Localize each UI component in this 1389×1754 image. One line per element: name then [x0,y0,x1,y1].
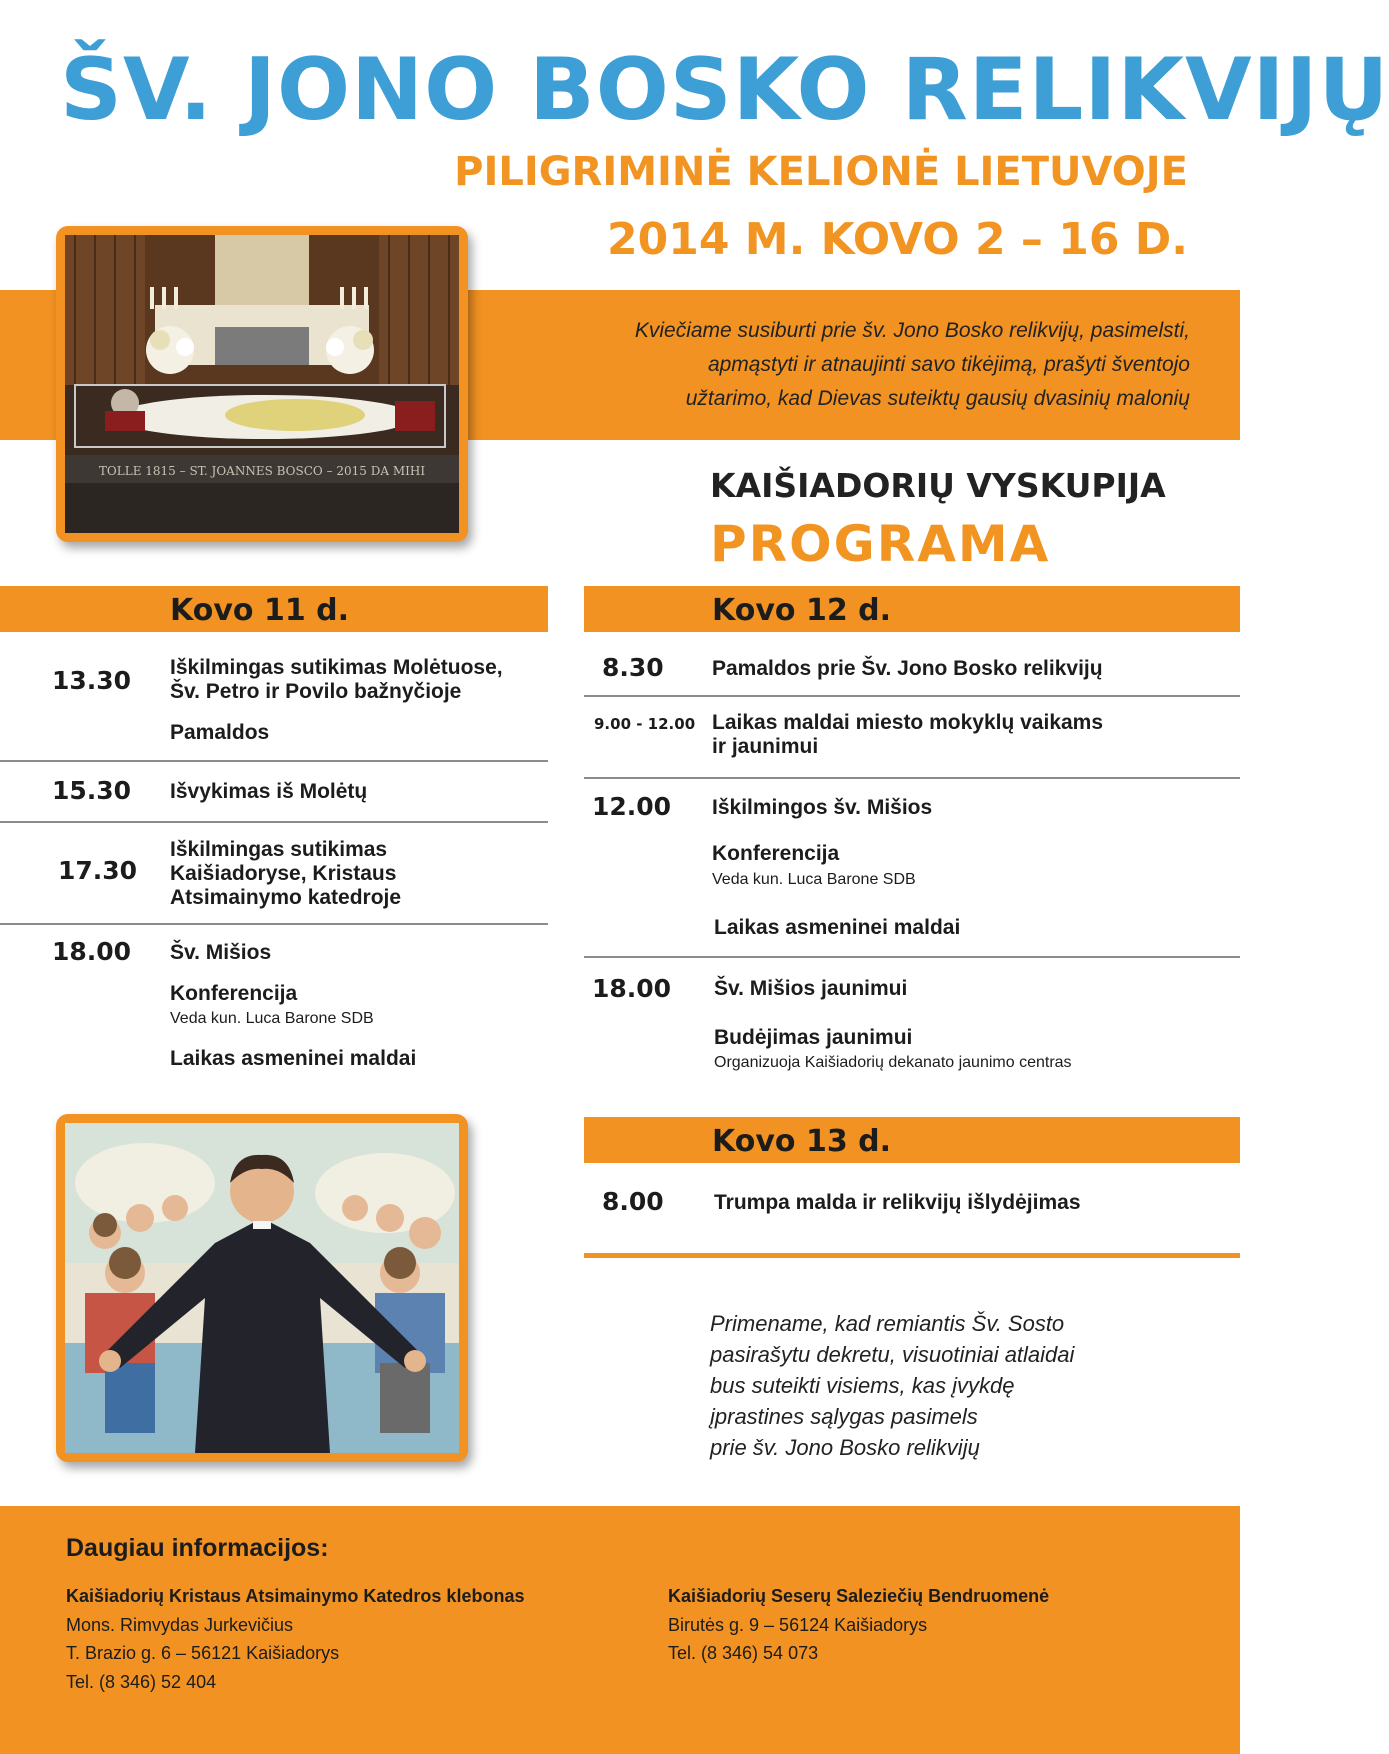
diocese-heading: KAIŠIADORIŲ VYSKUPIJA [710,466,1166,505]
divider [0,760,548,762]
event-prayer-schools: Laikas maldai miesto mokyklų vaikams [712,711,1104,734]
contact-salesian-sisters [668,1582,1228,1668]
time-18-00: 18.00 [592,974,672,1003]
event-prayer-schools-line2: ir jaunimui [712,735,819,758]
time-15-30: 15.30 [52,776,132,805]
event-conference-host: Veda kun. Luca Barone SDB [712,871,916,888]
contact-cathedral-phone: Tel. (8 346) 52 404 [66,1671,217,1692]
divider [584,956,1240,958]
divider [584,695,1240,697]
event-reception-kaisiadorys: Iškilmingas sutikimas [170,838,388,861]
poster-dates: 2014 M. KOVO 2 – 16 D. [607,214,1188,265]
event-solemn-mass: Iškilmingos šv. Mišios [712,796,933,819]
contact-cathedral-address: T. Brazio g. 6 – 56121 Kaišiadorys [66,1643,340,1663]
event-reception-moletai-church: Šv. Petro ir Povilo bažnyčioje [170,680,462,703]
day-11-header: Kovo 11 d. [0,586,548,632]
event-reception-kaisiadorys-line3: Atsimainymo katedroje [170,886,402,909]
relics-photo-image [65,235,459,533]
divider [0,821,548,823]
event-mass: Šv. Mišios [170,941,272,964]
event-youth-mass: Šv. Mišios jaunimui [714,977,908,1000]
divider [584,777,1240,779]
contact-sisters-phone: Tel. (8 346) 54 073 [668,1643,819,1663]
bosco-painting-image [65,1123,459,1453]
event-reception-kaisiadorys-line2: Kaišiadoryse, Kristaus [170,862,397,885]
contact-sisters-name: Kaišiadorių Seserų Saleziečių Bendruomenė [668,1586,1050,1606]
time-18-00: 18.00 [52,937,132,966]
divider-orange [584,1253,1240,1258]
contact-cathedral-person: Mons. Rimvydas Jurkevičius [66,1614,294,1635]
intro-line-2: apmąstyti ir atnaujinti savo tikėjimą, prašyti šventojo [707,353,1190,376]
event-service: Pamaldos [170,721,270,744]
time-13-30: 13.30 [52,666,132,695]
event-conference: Konferencija [712,842,840,865]
contact-cathedral [66,1582,626,1696]
time-8-30: 8.30 [602,653,664,682]
contact-cathedral-name: Kaišiadorių Kristaus Atsimainymo Katedros klebonas [66,1586,525,1606]
program-heading: PROGRAMA [710,515,1051,573]
event-reception-moletai: Iškilmingas sutikimas Molėtuose, [170,656,503,679]
bosco-painting [56,1114,468,1462]
divider [0,923,548,925]
event-youth-vigil-organizer: Organizuoja Kaišiadorių dekanato jaunimo centras [714,1054,1072,1071]
event-youth-vigil: Budėjimas jaunimui [714,1026,913,1049]
relics-photo [56,226,468,542]
event-departure-moletai: Išvykimas iš Molėtų [170,780,368,803]
intro-text [470,314,1190,416]
reliquary-inscription: TOLLE 1815 – ST. JOANNES BOSCO – 2015 DA MIHI [98,464,426,478]
time-9-00-12-00: 9.00 - 12.00 [594,715,696,733]
reminder-line-5: prie šv. Jono Bosko relikvijų [710,1435,980,1460]
time-12-00: 12.00 [592,792,672,821]
event-conference: Konferencija [170,982,298,1005]
day-13-header: Kovo 13 d. [584,1117,1240,1163]
intro-line-1: Kviečiame susiburti prie šv. Jono Bosko relikvijų, pasimelsti, [634,319,1190,342]
event-service-relics: Pamaldos prie Šv. Jono Bosko relikvijų [712,657,1103,680]
time-17-30: 17.30 [58,856,138,885]
contact-sisters-address: Birutės g. 9 – 56124 Kaišiadorys [668,1614,928,1635]
event-farewell: Trumpa malda ir relikvijų išlydėjimas [714,1191,1081,1214]
intro-line-3: užtarimo, kad Dievas suteiktų gausių dvasinių malonių [685,387,1190,410]
footer-title: Daugiau informacijos: [66,1534,329,1562]
poster-title: ŠV. JONO BOSKO RELIKVIJŲ [60,40,1389,140]
poster-subtitle: PILIGRIMINĖ KELIONĖ LIETUVOJE [454,149,1188,195]
day-12-header: Kovo 12 d. [584,586,1240,632]
indulgence-reminder [710,1308,1190,1463]
event-personal-prayer: Laikas asmeninei maldai [714,916,961,939]
reminder-line-2: pasirašytu dekretu, visuotiniai atlaidai [710,1342,1075,1367]
reminder-line-4: įprastines sąlygas pasimels [710,1404,978,1429]
event-personal-prayer: Laikas asmeninei maldai [170,1047,417,1070]
reminder-line-3: bus suteikti visiems, kas įvykdę [710,1373,1015,1398]
reminder-line-1: Primename, kad remiantis Šv. Sosto [710,1311,1065,1336]
event-conference-host: Veda kun. Luca Barone SDB [170,1010,374,1027]
time-8-00: 8.00 [602,1187,664,1216]
